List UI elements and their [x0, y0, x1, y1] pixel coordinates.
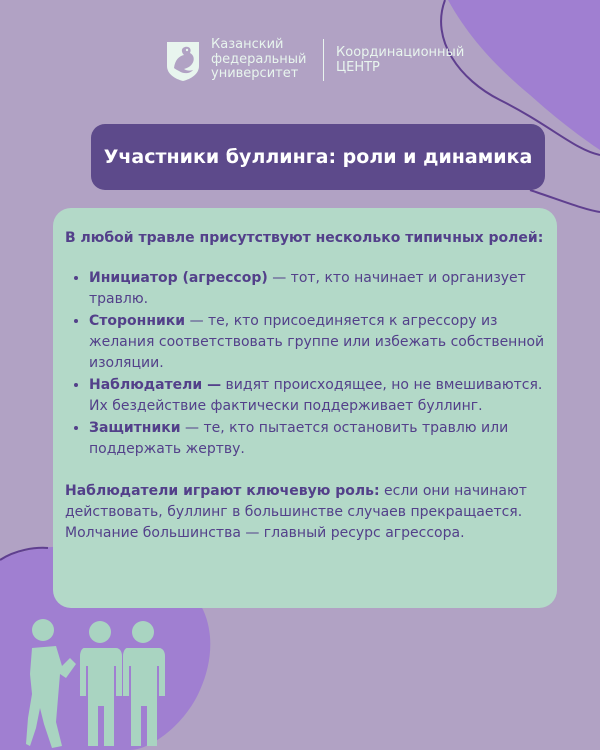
role-description: видят происходящее, но не вмешиваются. Их бездействие фактически поддерживает буллинг. [89, 377, 543, 414]
role-description: — тот, кто начинает и организует травлю. [89, 270, 526, 307]
list-item [89, 268, 547, 310]
university-name [211, 38, 307, 82]
list-item [89, 418, 547, 460]
center-line: ЦЕНТР [336, 60, 380, 75]
title-box [91, 124, 545, 190]
three-people-figures-icon [26, 618, 176, 750]
intro-text: В любой травле присутствуют несколько типичных ролей: [65, 230, 544, 246]
role-name: Защитники [89, 420, 181, 436]
center-line: Координационный [336, 45, 465, 60]
university-line: федеральный [211, 51, 307, 67]
page-title: Участники буллинга: роли и динамика [103, 146, 533, 168]
roles-list [65, 268, 547, 460]
closing-body: если они начинают действовать, буллинг в большинстве случаев прекращается. Молчание большинства — главный ресурс агрессора. [65, 483, 527, 541]
role-description: — те, кто присоединяется к агрессору из желания соответствовать группе или избежать собственной изоляции. [89, 313, 545, 371]
closing-text [65, 481, 547, 544]
role-name: Наблюдатели — [89, 377, 222, 393]
list-item [89, 311, 547, 374]
university-line: Казанский [211, 37, 284, 53]
role-description: — те, кто пытается остановить травлю или поддержать жертву. [89, 420, 509, 457]
content-card [53, 208, 557, 608]
header-divider [323, 39, 325, 81]
header [163, 36, 464, 84]
role-name: Сторонники [89, 313, 186, 329]
closing-lead: Наблюдатели играют ключевую роль: [65, 483, 380, 499]
list-item [89, 375, 547, 417]
kfu-dragon-logo-icon [163, 38, 203, 82]
role-name: Инициатор (агрессор) [89, 270, 268, 286]
university-line: университет [211, 66, 299, 82]
center-name [336, 45, 464, 75]
